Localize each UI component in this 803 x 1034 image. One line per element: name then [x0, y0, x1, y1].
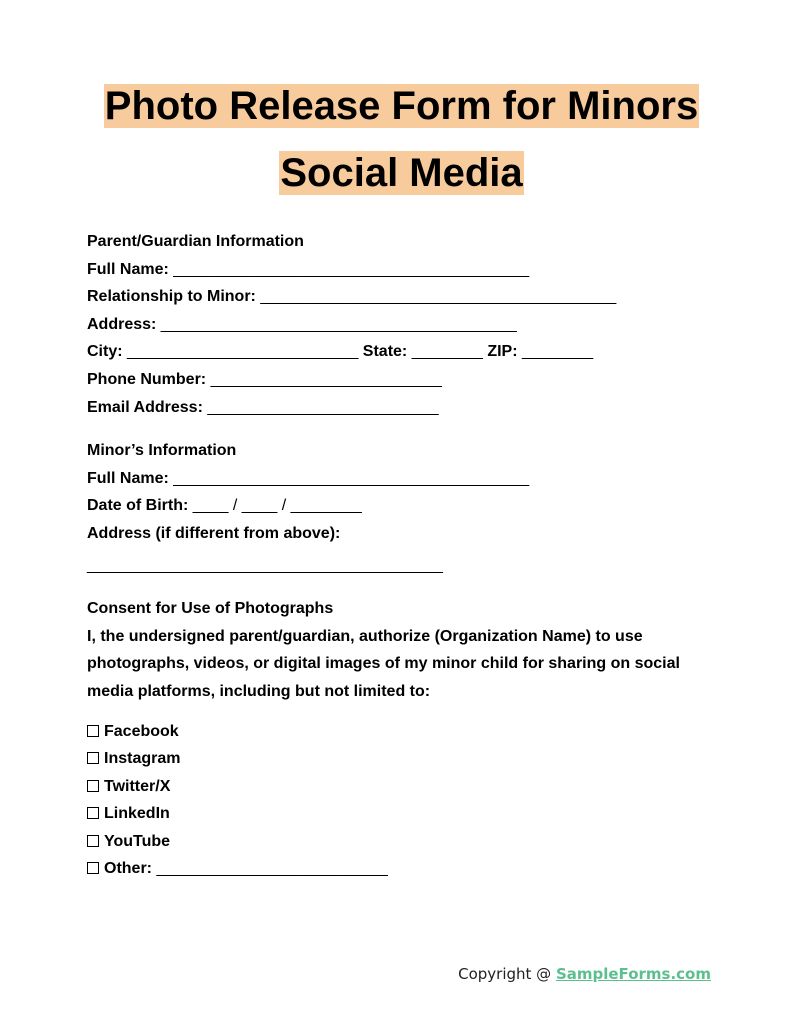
relationship-field[interactable]: [87, 287, 727, 315]
consent-text: I, the undersigned parent/guardian, authorize (Organization Name) to use photographs, videos, or digital images of my minor child for sharing on social media platforms, including but not limited to:: [87, 627, 680, 700]
platform-label: LinkedIn: [104, 805, 170, 823]
minor-address-field[interactable]: [87, 552, 727, 584]
parent-section-heading: Parent/Guardian Information: [87, 233, 304, 250]
title-line-1: Photo Release Form for Minors: [104, 84, 699, 128]
platform-label: Facebook: [104, 722, 179, 740]
dob-field[interactable]: [87, 496, 727, 524]
platform-option[interactable]: [87, 832, 727, 860]
platform-label: Other:: [104, 860, 157, 878]
state-label: State:: [358, 343, 412, 361]
platform-option[interactable]: [87, 749, 727, 777]
checkbox-icon[interactable]: [87, 780, 99, 792]
checkbox-icon[interactable]: [87, 862, 99, 874]
city-state-zip-field[interactable]: [87, 342, 727, 370]
blank-line[interactable]: ________________________________________: [260, 288, 617, 306]
blank-line[interactable]: ________________________________________: [173, 260, 530, 278]
blank-line[interactable]: __________________________: [210, 370, 442, 388]
blank-line[interactable]: __________________________: [207, 398, 439, 416]
blank-line[interactable]: __________________________: [156, 860, 388, 878]
platform-option[interactable]: [87, 722, 727, 750]
platform-checklist: [87, 722, 727, 888]
phone-field[interactable]: [87, 370, 727, 398]
checkbox-icon[interactable]: [87, 752, 99, 764]
consent-section-heading: Consent for Use of Photographs: [87, 600, 334, 618]
blank-line[interactable]: ________________________________________: [160, 315, 517, 333]
parent-address-field[interactable]: [87, 315, 727, 343]
label: Full Name:: [87, 260, 174, 278]
state-blank[interactable]: ________: [411, 343, 483, 361]
label: Address:: [87, 315, 161, 333]
platform-label: Instagram: [104, 750, 181, 768]
title-line-2: Social Media: [280, 151, 523, 195]
checkbox-icon[interactable]: [87, 725, 99, 737]
minor-address-label: Address (if different from above):: [87, 524, 341, 542]
platform-option[interactable]: [87, 859, 727, 887]
minor-section-heading: Minor’s Information: [87, 442, 237, 460]
platform-label: Twitter/X: [104, 777, 171, 795]
blank-line[interactable]: ________________________________________: [87, 556, 443, 574]
checkbox-icon[interactable]: [87, 807, 99, 819]
platform-option[interactable]: [87, 777, 727, 805]
zip-blank[interactable]: ________: [522, 343, 594, 361]
form-content: [87, 232, 727, 887]
label: Email Address:: [87, 398, 208, 416]
document-title: [0, 84, 803, 195]
label: Date of Birth:: [87, 497, 193, 515]
checkbox-icon[interactable]: [87, 835, 99, 847]
zip-label: ZIP:: [482, 343, 522, 361]
parent-full-name-field[interactable]: [87, 260, 727, 288]
copyright-text: Copyright @: [458, 965, 556, 983]
email-field[interactable]: [87, 398, 727, 426]
copyright-footer: [458, 965, 711, 983]
city-label: City:: [87, 343, 127, 361]
label: Phone Number:: [87, 370, 211, 388]
minor-full-name-field[interactable]: [87, 469, 727, 497]
sampleforms-link[interactable]: SampleForms.com: [555, 965, 711, 983]
blank-line[interactable]: ________________________________________: [173, 469, 530, 487]
blank-line[interactable]: ____ / ____ / ________: [192, 497, 362, 515]
platform-option[interactable]: [87, 804, 727, 832]
city-blank[interactable]: __________________________: [127, 343, 359, 361]
label: Relationship to Minor:: [87, 288, 261, 306]
platform-label: YouTube: [104, 832, 171, 850]
label: Full Name:: [87, 469, 174, 487]
